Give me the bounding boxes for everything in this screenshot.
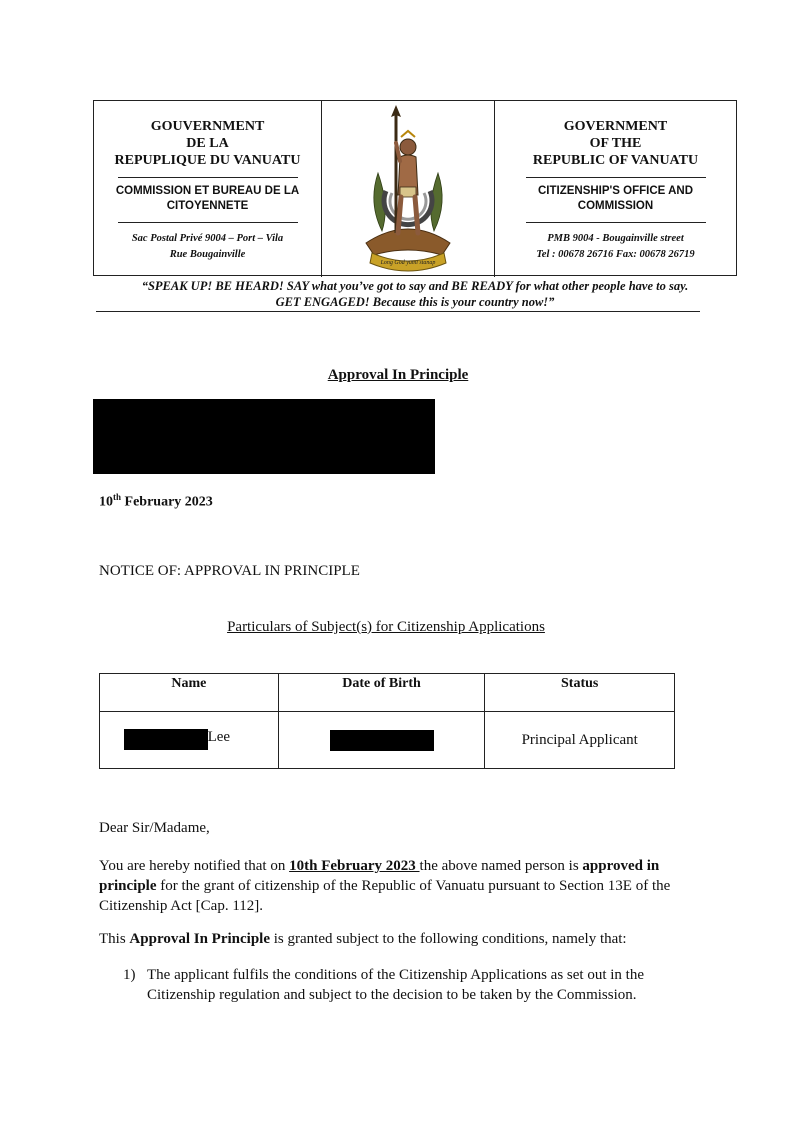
english-title-line: GOVERNMENT: [563, 119, 668, 134]
redacted-date-of-birth: [330, 730, 434, 751]
divider: [526, 177, 706, 178]
slogan-line: “SPEAK UP! BE HEARD! SAY what you’ve got to say and BE READY for what other people have to say.: [141, 279, 689, 293]
divider: [526, 222, 706, 223]
letterhead-emblem: [322, 101, 495, 277]
slogan: [93, 278, 737, 310]
column-header-status: Status: [485, 674, 675, 712]
table-header-row: [100, 674, 675, 712]
paragraph-text: You are hereby notified that on: [99, 858, 290, 874]
paragraph-text: the above named person is: [419, 858, 583, 874]
condition-item: [123, 965, 698, 1005]
table-row: [100, 712, 675, 769]
french-title-line: GOUVERNMENT: [150, 119, 265, 134]
letter-date: [99, 492, 213, 511]
french-title-line: DE LA: [186, 136, 229, 151]
approval-emphasis: Approval In Principle: [129, 931, 270, 947]
divider: [118, 177, 298, 178]
english-address-line: Tel : 00678 26716 Fax: 00678 26719: [536, 249, 695, 260]
approved-in-principle-emphasis: approved in principle: [99, 858, 660, 894]
date-day: 10: [99, 494, 113, 510]
french-title-line: REPUPLIQUE DU VANUATU: [114, 153, 301, 168]
english-office-name: [495, 184, 736, 214]
letterhead-french: [94, 101, 322, 277]
letterhead: [93, 100, 737, 276]
english-office-line: CITIZENSHIP'S OFFICE AND: [537, 185, 693, 197]
vanuatu-coat-of-arms-icon: [338, 103, 478, 275]
emblem-motto: Long God yumi stanap: [380, 260, 436, 266]
english-title-line: OF THE: [589, 136, 642, 151]
cell-status: Principal Applicant: [485, 712, 675, 769]
redacted-addressee-block: [93, 399, 435, 474]
salutation: Dear Sir/Madame,: [99, 820, 210, 836]
french-office-name: [94, 184, 321, 214]
paragraph-text: is granted subject to the following conditions, namely that:: [270, 931, 627, 947]
french-address-line: Sac Postal Privé 9004 – Port – Vila: [131, 233, 284, 244]
french-government-title: [94, 118, 321, 169]
cell-name: [100, 712, 279, 769]
paragraph-text: for the grant of citizenship of the Republic of Vanuatu pursuant to Section 13E of the Citizenship Act [Cap. 112].: [99, 878, 671, 914]
redacted-given-name: [124, 729, 208, 750]
french-address-line: Rue Bougainville: [169, 249, 246, 260]
approval-date: 10th February 2023: [289, 858, 420, 874]
surname: Lee: [207, 729, 231, 745]
condition-number: 1): [123, 967, 136, 983]
french-office-line: COMMISSION ET BUREAU DE LA: [115, 185, 300, 197]
paragraph-text: This: [99, 931, 130, 947]
conditions-intro: [99, 929, 699, 949]
name-value: [124, 725, 230, 750]
notification-paragraph: [99, 856, 699, 916]
date-suffix: th: [113, 492, 122, 502]
french-address: [94, 231, 321, 263]
english-title-line: REPUBLIC OF VANUATU: [532, 153, 699, 168]
particulars-heading: Particulars of Subject(s) for Citizenship Applications: [227, 619, 545, 635]
french-office-line: CITOYENNETE: [166, 200, 249, 212]
slogan-line: GET ENGAGED! Because this is your country now!”: [275, 295, 555, 309]
applicant-table: [99, 673, 675, 769]
divider: [118, 222, 298, 223]
cell-date-of-birth: [278, 712, 485, 769]
english-address: [495, 231, 736, 263]
english-address-line: PMB 9004 - Bougainville street: [547, 233, 684, 244]
date-month-year: February 2023: [121, 494, 213, 510]
english-government-title: [495, 118, 736, 169]
notice-heading: NOTICE OF: APPROVAL IN PRINCIPLE: [99, 563, 360, 579]
slogan-divider: [96, 311, 700, 312]
document-title: Approval In Principle: [327, 367, 469, 383]
column-header-name: Name: [100, 674, 279, 712]
column-header-date-of-birth: Date of Birth: [278, 674, 485, 712]
english-office-line: COMMISSION: [577, 200, 654, 212]
condition-text: The applicant fulfils the conditions of the Citizenship Applications as set out in the Citizenship regulation and subject to the decision to be taken by the Commission.: [147, 967, 644, 1003]
letterhead-english: [495, 101, 736, 277]
